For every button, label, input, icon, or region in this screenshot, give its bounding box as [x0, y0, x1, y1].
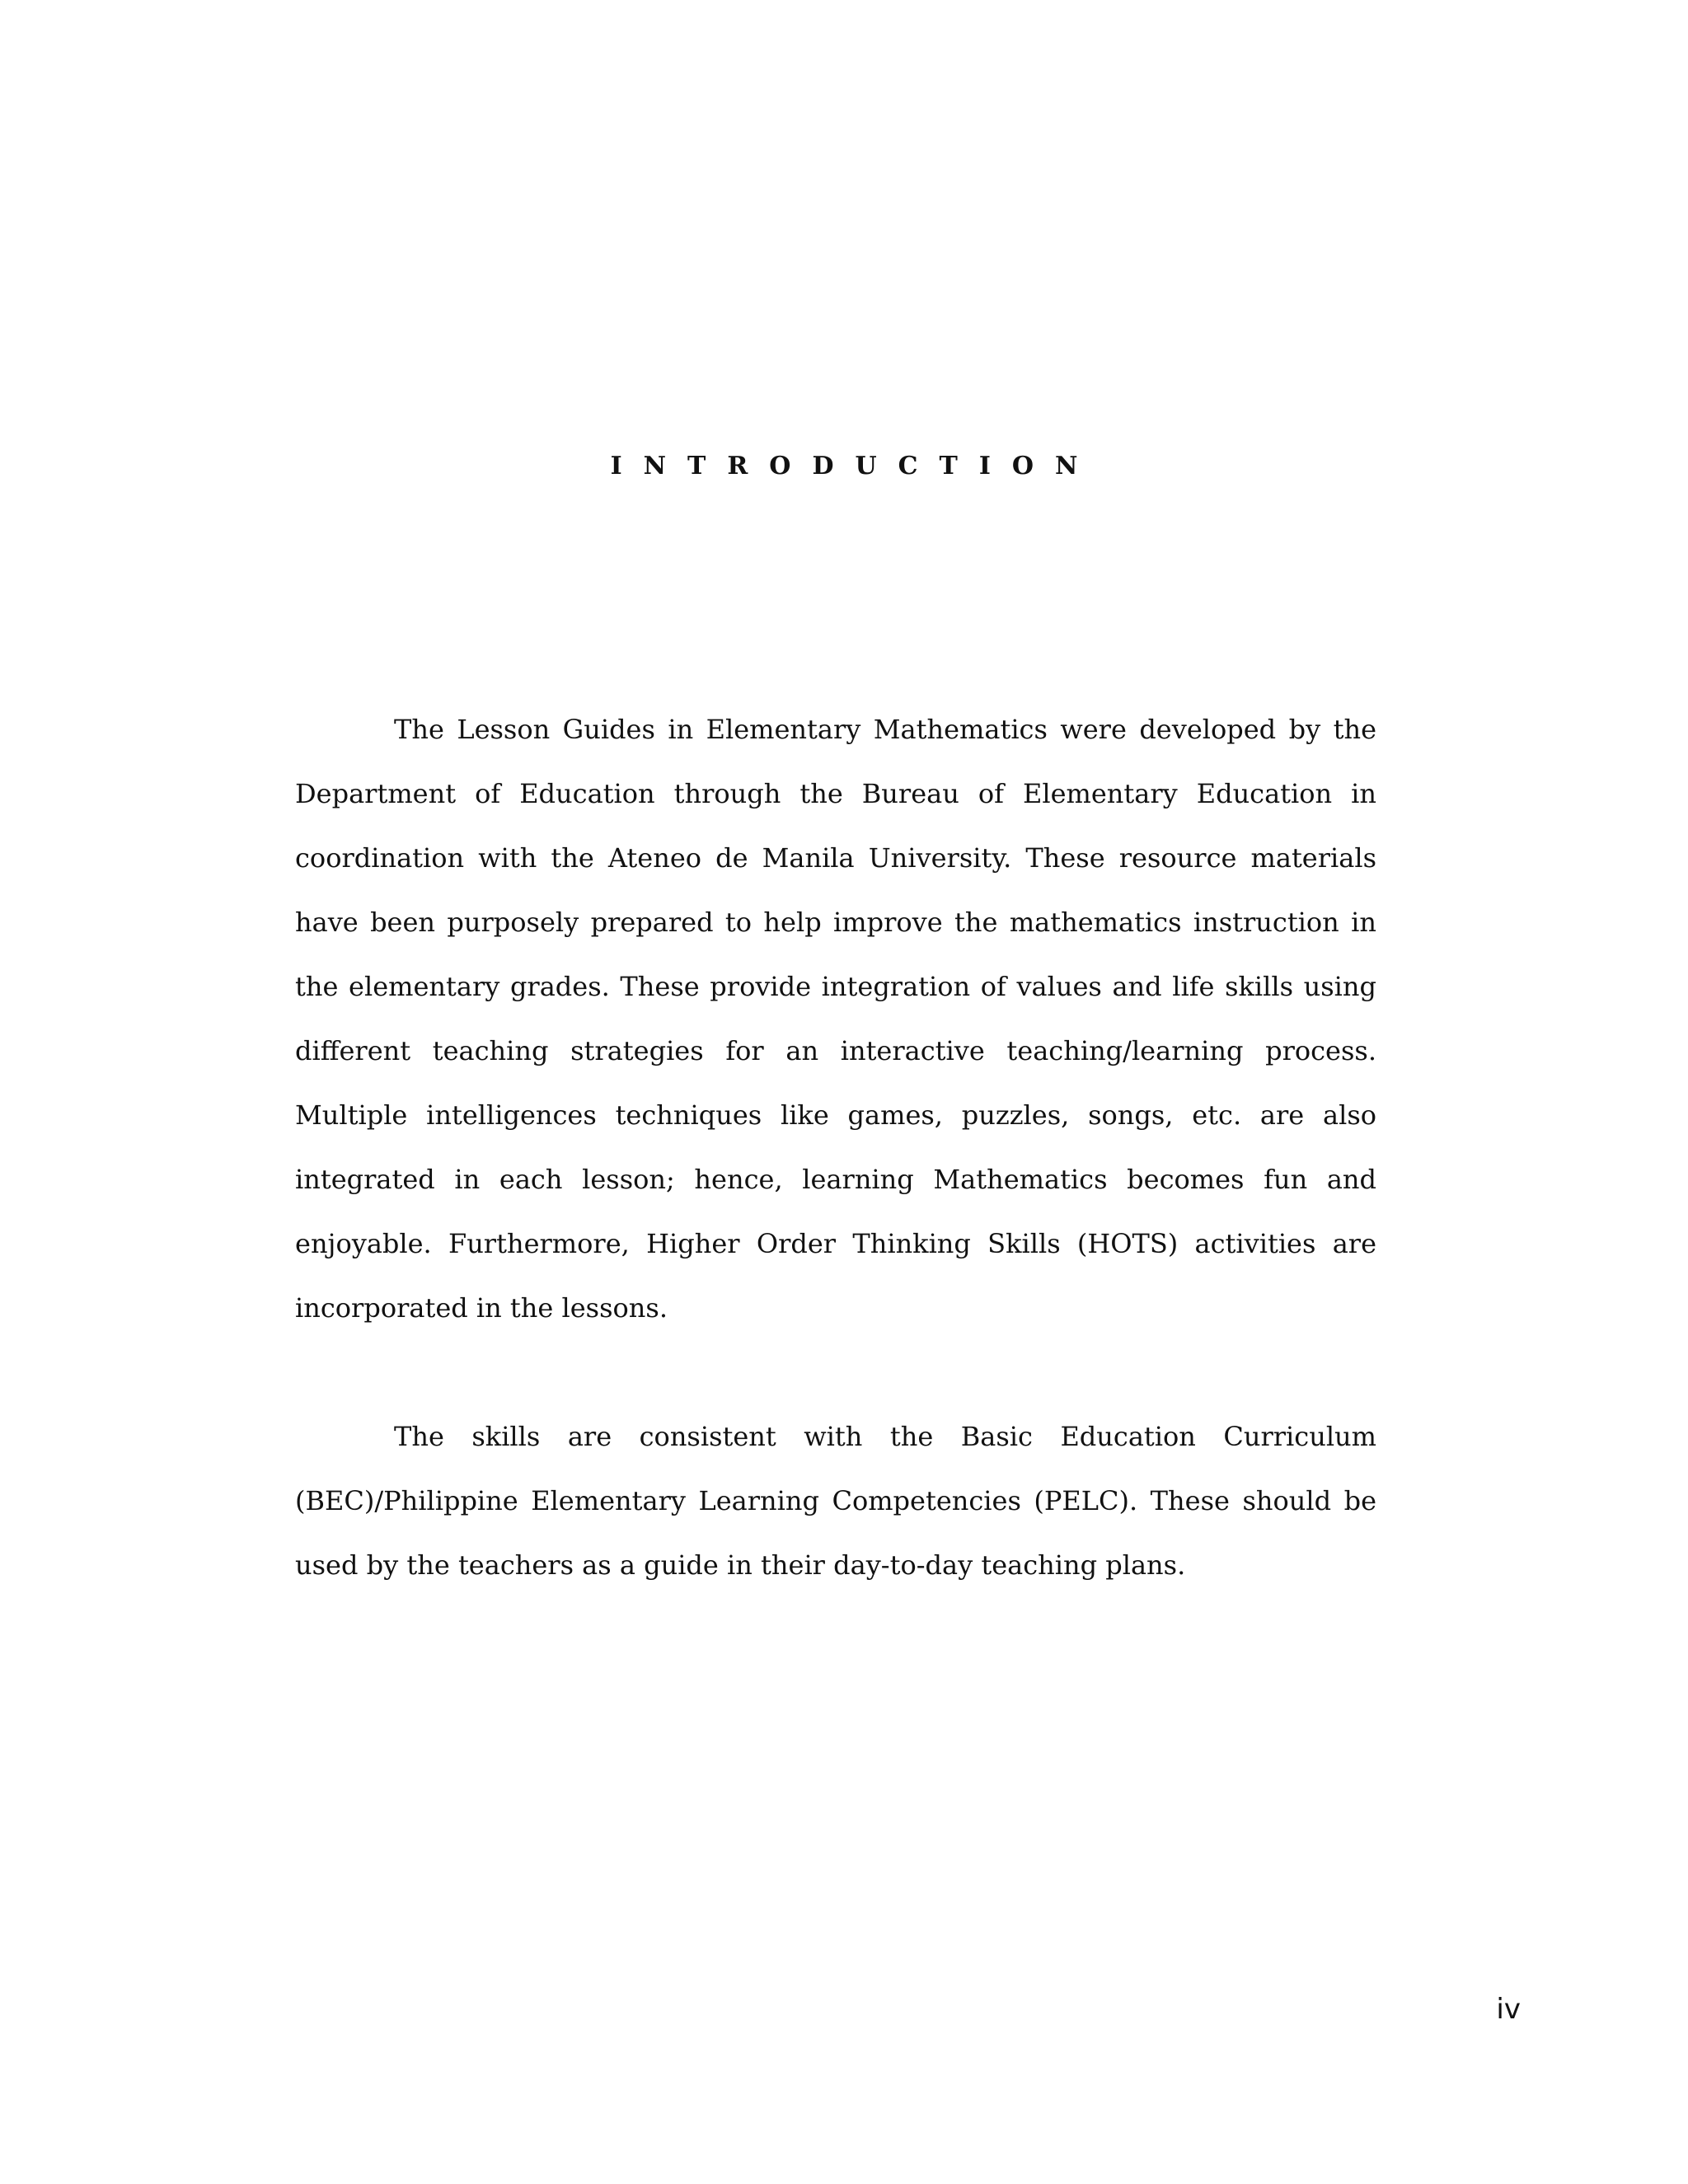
- intro-paragraph-2: The skills are consistent with the Basic Education Curriculum (BEC)/Philippine Elementary Learning Competencies (PELC). These should be used by the teachers as a guide in their day-to-day teaching plans.: [295, 1421, 1376, 1581]
- intro-paragraph-1: The Lesson Guides in Elementary Mathematics were developed by the Department of Education through the Bureau of Elementary Education in coordination with the Ateneo de Manila University. These resource materials have been purposely prepared to help improve the mathematics instruction in the elementary grades. These provide integration of values and life skills using different teaching strategies for an interactive teaching/learning process. Multiple intelligences techniques like games, puzzles, songs, etc. are also integrated in each lesson; hence, learning Mathematics becomes fun and enjoyable. Furthermore, Higher Order Thinking Skills (HOTS) activities are incorporated in the lessons.: [295, 714, 1376, 1324]
- page-number: iv: [1496, 1993, 1521, 2026]
- page-title: INTRODUCTION: [610, 452, 1100, 480]
